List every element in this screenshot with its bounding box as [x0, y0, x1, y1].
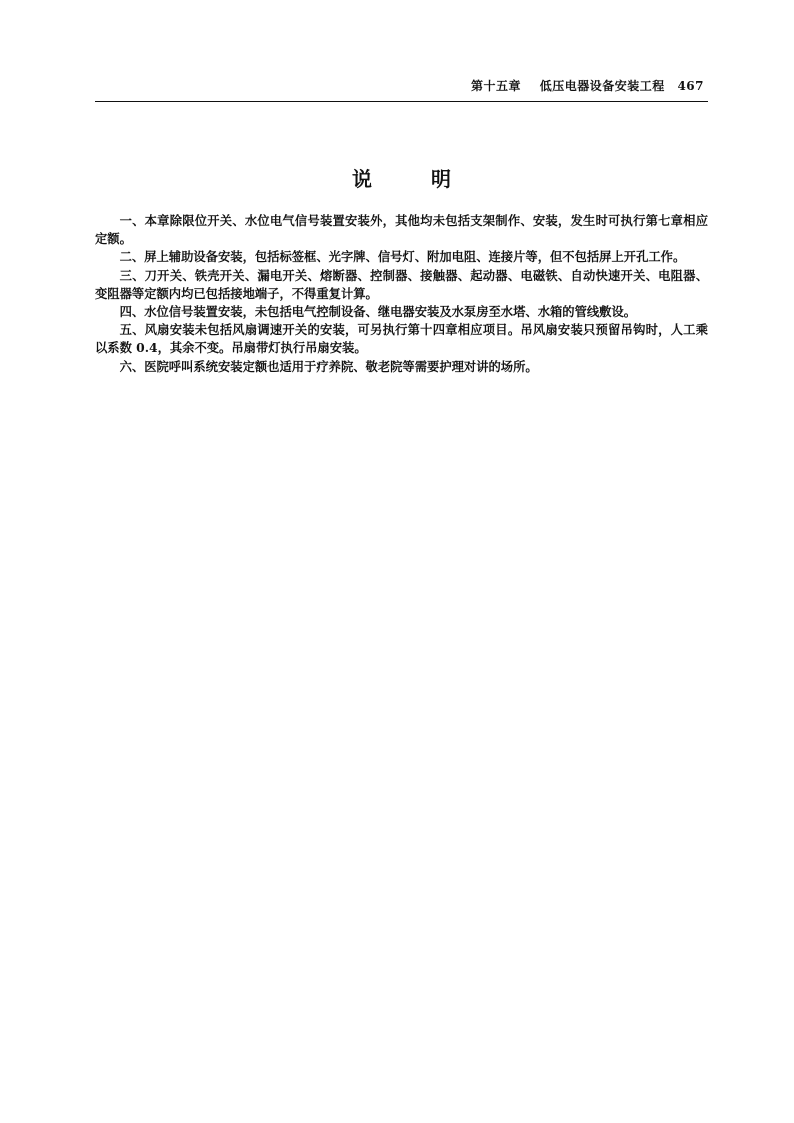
note-paragraph-4: 四、水位信号装置安装，未包括电气控制设备、继电器安装及水泵房至水塔、水箱的管线敷设。: [119, 304, 637, 320]
note-paragraph-2: 二、屏上辅助设备安装，包括标签框、光字牌、信号灯、附加电阻、连接片等，但不包括屏上开孔工作。: [119, 249, 686, 265]
running-header: [95, 74, 708, 102]
note-paragraph-1: 一、本章除限位开关、水位电气信号装置安装外，其他均未包括支架制作、安装，发生时可执行第七章相应定额。: [95, 213, 708, 247]
page-number: 467: [677, 79, 704, 93]
running-header-text: [471, 77, 704, 94]
note-paragraph-5: 五、风扇安装未包括风扇调速开关的安装，可另执行第十四章相应项目。吊风扇安装只预留吊钩时，人工乘以系数 0.4，其余不变。吊扇带灯执行吊扇安装。: [95, 322, 708, 356]
header-chapter: 第十五章: [471, 79, 522, 93]
header-rule: [95, 101, 708, 102]
note-paragraph-6: 六、医院呼叫系统安装定额也适用于疗养院、敬老院等需要护理对讲的场所。: [119, 358, 538, 374]
header-chapter-title: 低压电器设备安装工程: [539, 79, 665, 93]
notes-body: [95, 212, 708, 376]
page-title: 说 明: [352, 167, 477, 191]
note-paragraph-3: 三、刀开关、铁壳开关、漏电开关、熔断器、控制器、接触器、起动器、电磁铁、自动快速开关、电阻器、变阻器等定额内均已包括接地端子，不得重复计算。: [95, 267, 708, 301]
